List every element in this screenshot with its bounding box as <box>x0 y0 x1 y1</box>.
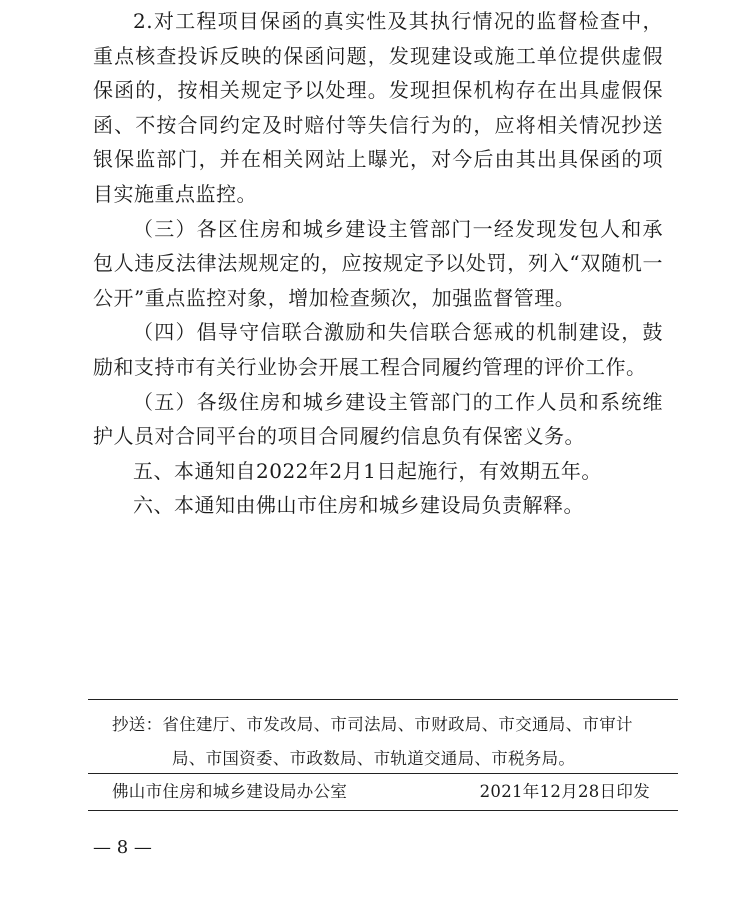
issuing-office: 佛山市住房和城乡建设局办公室 <box>112 782 348 801</box>
cc-line-2: 局、市国资委、市政数局、市轨道交通局、市税务局。 <box>172 749 576 768</box>
page-number: — 8 — <box>93 837 152 858</box>
footer-top-rule <box>88 699 678 700</box>
issue-date: 2021年12月28日印发 <box>479 782 650 801</box>
paragraph-item-three: （三）各区住房和城乡建设主管部门一经发现发包人和承包人违反法律法规规定的，应按规定予以处罚，列入“双随机一公开”重点监控对象，增加检查频次，加强监督管理。 <box>93 216 663 310</box>
paragraph-effective-date: 五、本通知自2022年2月1日起施行，有效期五年。 <box>133 458 602 483</box>
paragraph-item-five: （五）各级住房和城乡建设主管部门的工作人员和系统维护人员对合同平台的项目合同履约信息负有保密义务。 <box>93 389 663 449</box>
footer-middle-rule <box>88 773 678 774</box>
paragraph-guarantee-check: 2.对工程项目保函的真实性及其执行情况的监督检查中，重点核查投诉反映的保函问题，发现建设或施工单位提供虚假保函的，按相关规定予以处理。发现担保机构存在出具虚假保函、不按合同约定及时赔付等失信行为的，应将相关情况抄送银保监部门，并在相关网站上曝光，对今后由其出具保函的项目实施重点监控。 <box>93 9 663 206</box>
paragraph-item-four: （四）倡导守信联合激励和失信联合惩戒的机制建设，鼓励和支持市有关行业协会开展工程合同履约管理的评价工作。 <box>93 320 663 379</box>
cc-line-1: 抄送：省住建厅、市发改局、市司法局、市财政局、市交通局、市审计 <box>112 715 633 734</box>
footer-bottom-rule <box>88 810 678 811</box>
cc-list <box>112 708 667 776</box>
paragraph-interpretation: 六、本通知由佛山市住房和城乡建设局负责解释。 <box>133 493 584 518</box>
document-body <box>93 4 663 523</box>
